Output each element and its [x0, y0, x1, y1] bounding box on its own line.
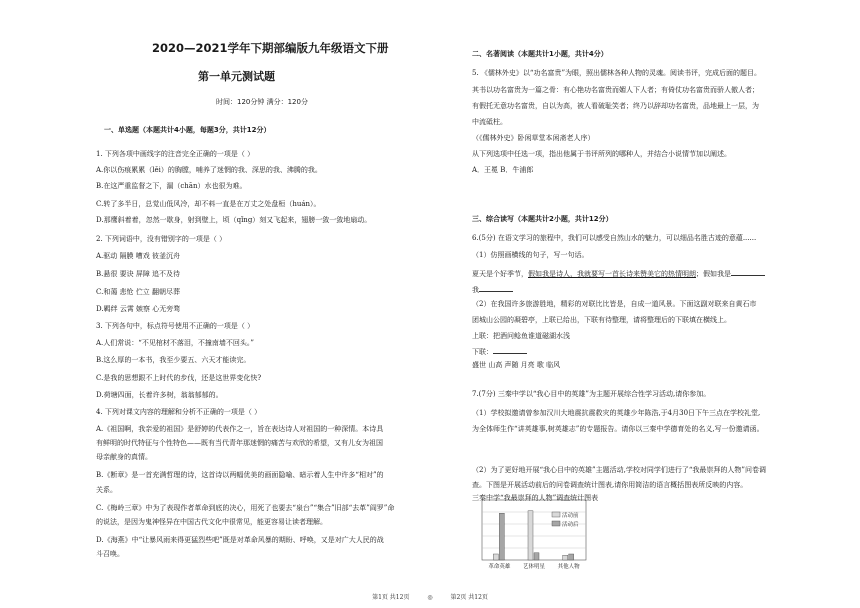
option-line: A.《祖国啊，我亲爱的祖国》是舒婷的代表作之一，旨在表达诗人对祖国的一种深情。本诗具 — [96, 425, 384, 433]
page-footer — [0, 592, 860, 601]
couplet-lower — [472, 346, 527, 357]
passage-line: 中流砥柱。 — [472, 118, 507, 126]
page-subtitle: 第一单元测试题 — [198, 70, 275, 83]
sub-question: 为全体师生作“讲英雄事,树英雄志”的专题报告。请你以三秦中学德育处的名义,写一份邀请函。 — [472, 425, 764, 433]
question-stem: 1. 下列各项中画线字的注音完全正确的一项是（ ） — [96, 150, 255, 158]
chart-category-label: 艺体明星 — [522, 564, 546, 570]
chart-bar — [493, 554, 498, 560]
option-line: C.《梅岭三章》中为了表现作者革命到底的决心，用死了也要去“泉台”“集合”旧部“去革”阎罗”命 — [96, 504, 395, 512]
question-stem: 5. 《儒林外史》以“功名富贵”为眼，照出儒林各种人物的灵魂。阅读书评，完成后面的题目。 — [472, 69, 762, 77]
section-heading: 一、单选题（本题共计4小题，每题3分，共计12分） — [104, 126, 271, 134]
answer-line-label: 我 — [472, 286, 479, 294]
option-line: B.在这严重监督之下，漏（chān）水也很为难。 — [96, 182, 247, 190]
sub-question: （1）仿照画横线的句子，写一句话。 — [472, 251, 589, 259]
sub-question: （1）学校拟邀请曾参加汉川大地震抗震救灾的英雄少年陈浩,于4月30日下午三点在学校礼堂, — [472, 409, 761, 417]
answer-line — [472, 284, 513, 295]
passage-source: （《儒林外史》卧闲草堂本闲斋老人序） — [472, 134, 595, 142]
couplet-lower-label: 下联： — [472, 348, 493, 356]
question-stem: 2. 下列词语中，没有错别字的一项是（ ） — [96, 235, 227, 243]
chart-title: 三秦中学“我最崇拜的人物”调查统计图表 — [472, 494, 599, 502]
chart-frame — [482, 500, 586, 560]
answer-blank[interactable] — [731, 268, 765, 276]
chart-bar — [569, 554, 574, 560]
option-line: A．王冕 B．牛浦郎 — [472, 166, 534, 174]
example-sentence-text: 夏天是个好季节，假如我是诗人，我就要写一首长诗来赞美它的热情明朗；假如我是 — [472, 270, 731, 278]
chart-bar — [528, 511, 533, 560]
passage-line: 有假托无意功名富贵，自以为高，被人看破耻笑者；终乃以辞却功名富贵，品地最上一层，为 — [472, 102, 759, 110]
option-line: C.是我的思想跟不上时代的步伐，还是这世界变化快? — [96, 374, 262, 382]
chart-category-label: 革命英雄 — [488, 564, 511, 570]
section-heading: 三、综合读写（本题共计2小题，共计12分） — [472, 215, 613, 223]
section-heading: 二、名著阅读（本题共计1小题，共计4分） — [472, 50, 608, 58]
answer-blank[interactable] — [493, 346, 527, 354]
option-line: D.《海燕》中“让暴风雨来得更猛烈些吧”既是对革命风暴的期盼、呼唤，又是对广大人民的战 — [96, 536, 384, 544]
option-line: B.悬很 要诀 屏障 追不及待 — [96, 270, 181, 278]
chart-legend-label: 活动后 — [562, 522, 579, 528]
binding-circle-icon: ◎ — [427, 594, 433, 601]
answer-blank[interactable] — [479, 284, 513, 292]
page-number-right: 第2页 共12页 — [450, 594, 488, 601]
chart-legend-swatch — [552, 521, 560, 526]
chart-legend-swatch — [552, 512, 560, 517]
time-score: 时间：120分钟 满分：120分 — [216, 98, 308, 106]
underlined-sentence: 假如我是诗人，我就要写一首长诗来赞美它的热情明朗 — [528, 270, 696, 278]
option-line: A.驱动 隔膜 嘈戏 彼釜沉舟 — [96, 252, 180, 260]
chart-category-label: 其他人物 — [557, 564, 580, 570]
option-line: B.这么厚的一本书，我至少要五、六天才能读完。 — [96, 356, 251, 364]
option-line: C.转了多半日，总觉山低风冷，却不料一直是在万丈之处盘桓（huán）。 — [96, 200, 321, 208]
option-line: 关系。 — [96, 486, 117, 494]
option-line: C.和蔼 悲怆 伫立 翻朝尽葬 — [96, 288, 181, 296]
chart-legend-label: 活动前 — [562, 513, 579, 519]
sub-question: （2）在我国许多旅游胜地，精彩的对联比比皆是，自成一道风景。下面这副对联来自黄石市 — [472, 300, 757, 308]
question-stem: 6.(5分) 在语文学习的旅程中，我们可以感受自然山水的魅力，可以细品名胜古迹的意蕴...... — [472, 234, 757, 242]
sub-question: 团城山公园的凝碧亭，上联已给出，下联有待整理，请将整理后的下联填在横线上。 — [472, 316, 731, 324]
question-stem: 7.(7分) 三秦中学以“我心目中的英雄”为主题开展综合性学习活动,请你参加。 — [472, 390, 711, 398]
option-line: 斗召唤。 — [96, 550, 124, 558]
option-line: 有鲜明的时代特征与个性特色——既有当代青年那迷惘的痛苦与欢欣的希望，又有儿女为祖国 — [96, 439, 383, 447]
option-line: 母亲献身的真情。 — [96, 453, 152, 461]
option-line: A.人们常说：“不见棺材不落泪，不撞南墙不回头。” — [96, 339, 254, 347]
chart-bar — [563, 555, 568, 560]
example-sentence — [472, 268, 765, 279]
page-number-left: 第1页 共12页 — [372, 594, 410, 601]
option-line: 的说法，是因为鬼神怪异在中国古代文化中很常见，能更容易让读者理解。 — [96, 518, 327, 526]
page-title: 2020—2021学年下期部编版九年级语文下册 — [152, 41, 389, 55]
option-line: D.荷塘四面，长着许多树，翁翁郁郁的。 — [96, 391, 223, 399]
survey-bar-chart — [474, 496, 624, 582]
option-line: D.那鹰斜着着，忽然一歇身，射到壁上，顷（qǐng）刻又飞起来，翅膀一敛一敛地扇动。 — [96, 216, 372, 224]
chart-bar — [499, 513, 504, 560]
question-stem: 从下列选项中任选一项，指出他属于书评所列的哪种人，并结合小说情节加以阐述。 — [472, 150, 731, 158]
couplet-words: 盛世 山高 声随 月亮 歌 临风 — [472, 361, 561, 369]
question-stem: 4. 下列对课文内容的理解和分析不正确的一项是（ ） — [96, 408, 262, 416]
chart-bar — [534, 553, 539, 560]
option-line: B.《断章》是一首充满哲理的诗，这首诗以两幅优美的画面隐喻、暗示着人生中许多“相对”的 — [96, 471, 384, 479]
sub-question: （2）为了更好地开展“我心目中的英雄”主题活动,学校对同学们进行了“我最崇拜的人物”问卷调 — [472, 466, 766, 474]
option-line: D.羁绊 云霄 嫉察 心无旁骛 — [96, 305, 181, 313]
couplet-upper: 上联：把酒问鲶鱼谁道磁湖水浅 — [472, 332, 570, 340]
option-line: A.你以伤痕累累（lěi）的胸膛，哺养了迷惘的我、深思的我、沸腾的我。 — [96, 166, 322, 174]
sub-question: 查。下图是开展活动前后的问卷调查统计图表,请你用简洁的语言概括图表所反映的内容。 — [472, 481, 748, 489]
passage-line: 其书以功名富贵为一篇之骨：有心艳功名富贵而媚人下人者；有倚仗功名富贵而骄人傲人者； — [472, 86, 759, 94]
question-stem: 3. 下列各句中，标点符号使用不正确的一项是（ ） — [96, 322, 255, 330]
